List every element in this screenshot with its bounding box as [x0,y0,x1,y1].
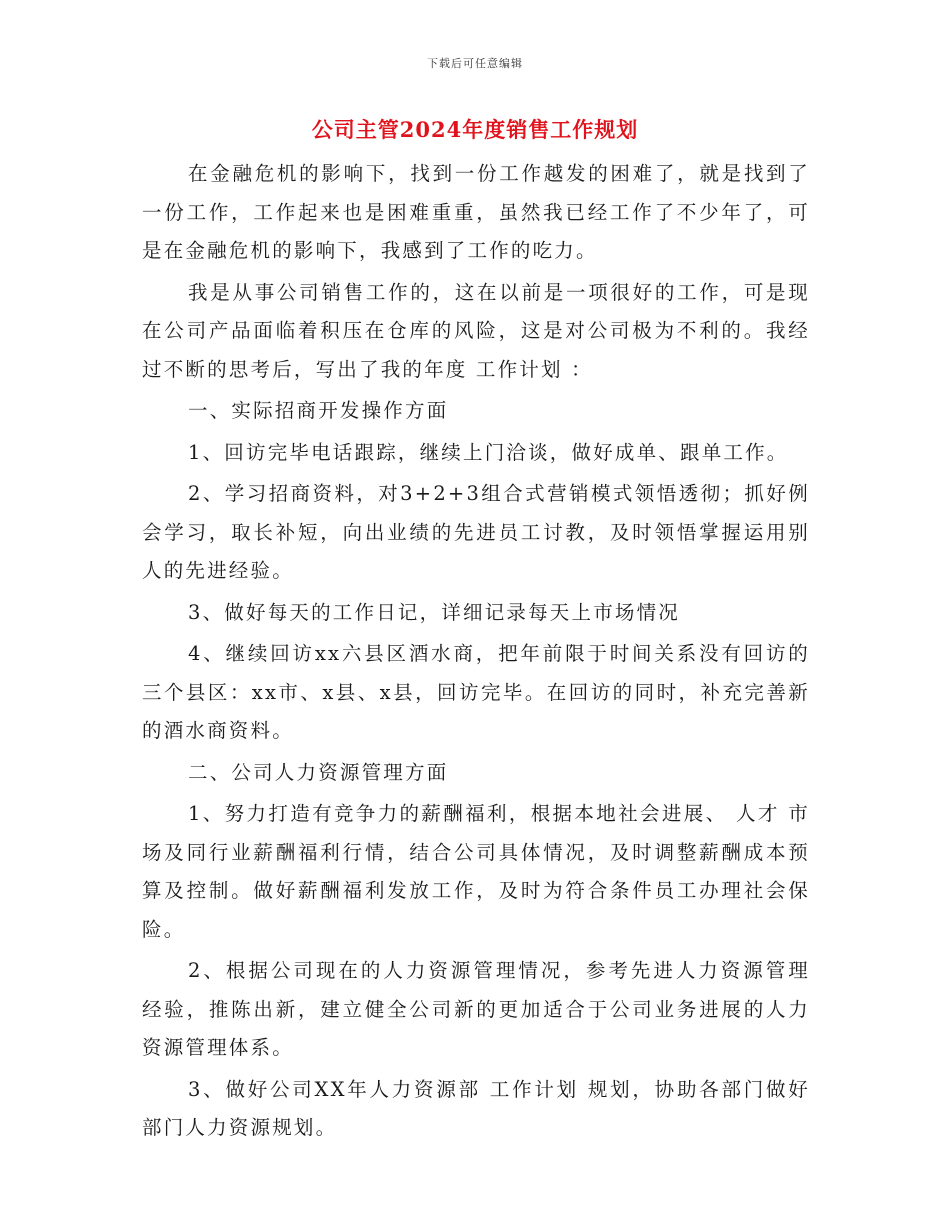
header-note: 下载后可任意编辑 [427,57,523,70]
section-heading-1: 一、实际招商开发操作方面 [188,399,449,422]
list-item: 3、做好公司XX年人力资源部 工作计划 规划，协助各部门做好部门人力资源规划。 [142,1077,810,1139]
document-title: 公司主管2024年度销售工作规划 [311,117,639,142]
section-heading-2: 二、公司人力资源管理方面 [188,760,449,784]
list-item: 1、努力打造有竞争力的薪酬福利，根据本地社会进展、 人才 市场及同行业薪酬福利行情，结合公司具体情况，及时调整薪酬成本预算及控制。做好薪酬福利发放工作，及时为符合条件员工办理社会保险。 [142,802,810,941]
paragraph-intro-2: 我是从事公司销售工作的，这在以前是一项很好的工作，可是现在公司产品面临着积压在仓库的风险，这是对公司极为不利的。我经过不断的思考后，写出了我的年度 工作计划 ： [142,280,810,381]
document-body [142,155,810,1151]
list-item: 1、回访完毕电话跟踪，继续上门洽谈，做好成单、跟单工作。 [188,440,789,464]
list-item: 2、学习招商资料，对3+2+3组合式营销模式领悟透彻；抓好例会学习，取长补短，向出业绩的先进员工讨教，及时领悟掌握运用别人的先进经验。 [142,482,810,582]
list-item: 2、根据公司现在的人力资源管理情况，参考先进人力资源管理经验，推陈出新，建立健全公司新的更加适合于公司业务进展的人力资源管理体系。 [142,959,810,1059]
list-item: 3、做好每天的工作日记，详细记录每天上市场情况 [188,600,681,624]
paragraph-intro-1: 在金融危机的影响下，找到一份工作越发的困难了，就是找到了一份工作，工作起来也是困难重重，虽然我已经工作了不少年了，可是在金融危机的影响下，我感到了工作的吃力。 [142,162,810,262]
list-item: 4、继续回访xx六县区酒水商，把年前限于时间关系没有回访的三个县区：xx市、x县、x县，回访完毕。在回访的同时，补充完善新的酒水商资料。 [142,642,810,742]
